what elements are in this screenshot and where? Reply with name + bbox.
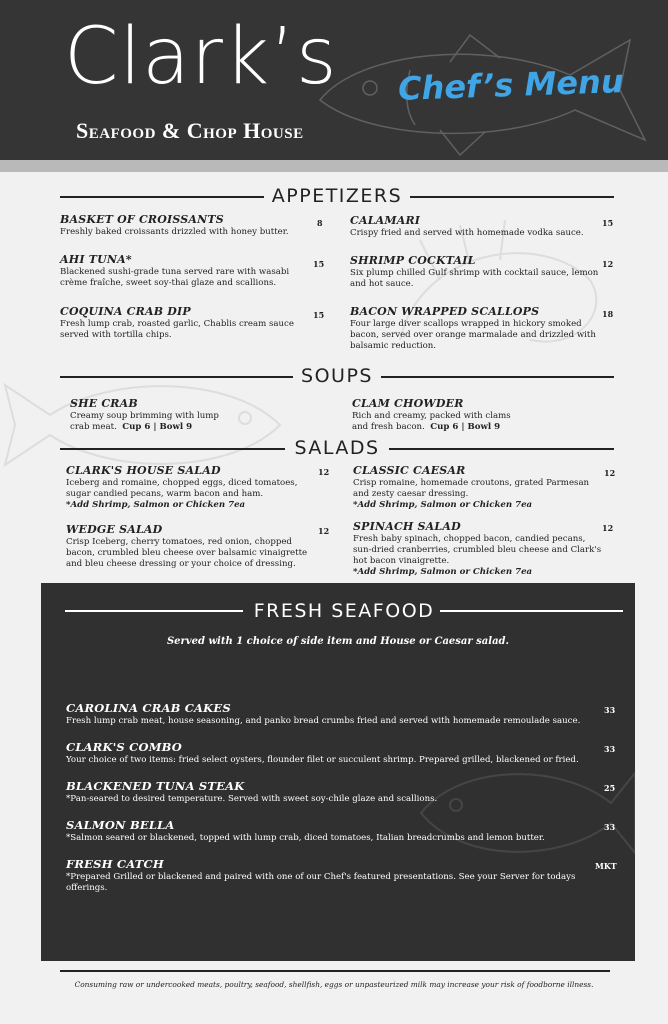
item-price: 33 bbox=[604, 744, 616, 754]
item-sizes: Cup 6 | Bowl 9 bbox=[122, 422, 193, 432]
item-price: 15 bbox=[313, 259, 325, 269]
appetizers-heading bbox=[60, 186, 614, 206]
menu-item bbox=[60, 305, 310, 341]
item-description: Crispy fried and served with homemade vodka sauce. bbox=[350, 228, 584, 238]
menu-item bbox=[60, 213, 310, 238]
item-price: 15 bbox=[313, 310, 325, 320]
menu-item bbox=[350, 254, 600, 290]
seafood-item bbox=[66, 779, 586, 805]
item-price: 12 bbox=[318, 526, 330, 536]
item-price: 33 bbox=[604, 705, 616, 715]
item-description: Freshly baked croissants drizzled with honey butter. bbox=[60, 227, 289, 237]
item-price: 33 bbox=[604, 822, 616, 832]
item-name: CLARK'S HOUSE SALAD bbox=[66, 464, 221, 477]
item-price: 12 bbox=[602, 523, 614, 533]
item-name: AHI TUNA* bbox=[60, 253, 132, 266]
soup-item bbox=[352, 397, 602, 433]
item-price: 15 bbox=[602, 218, 614, 228]
item-description: Iceberg and romaine, chopped eggs, diced tomatoes, sugar candied pecans, warm bacon and ham. bbox=[66, 478, 298, 499]
item-addon: *Add Shrimp, Salmon or Chicken 7ea bbox=[353, 567, 533, 577]
soups-title: SOUPS bbox=[293, 365, 381, 387]
item-description: Fresh lump crab meat, house seasoning, and panko bread crumbs fried and served with homemade remoulade sauce. bbox=[66, 716, 581, 726]
fresh-seafood-heading bbox=[65, 599, 623, 623]
item-addon: *Add Shrimp, Salmon or Chicken 7ea bbox=[66, 500, 246, 510]
menu-item bbox=[66, 523, 316, 570]
item-name: FRESH CATCH bbox=[66, 857, 164, 871]
item-description: Crisp Iceberg, cherry tomatoes, red onion, chopped bacon, crumbled bleu cheese over balsamic vinaigrette and bleu cheese dressing or your choice of dressing. bbox=[66, 537, 308, 569]
item-sizes: Cup 6 | Bowl 9 bbox=[430, 422, 501, 432]
item-name: CLASSIC CAESAR bbox=[353, 464, 466, 477]
logo-subtitle: Seafood & Chop House bbox=[76, 118, 304, 143]
item-description: Blackened sushi-grade tuna served rare with wasabi crème fraîche, sweet soy-thai glaze and scallions. bbox=[60, 267, 290, 288]
soups-heading bbox=[60, 366, 614, 386]
item-price: 12 bbox=[604, 468, 616, 478]
fresh-seafood-panel bbox=[41, 583, 635, 961]
salads-title: SALADS bbox=[286, 437, 387, 459]
item-name: WEDGE SALAD bbox=[66, 523, 163, 536]
item-description: Six plump chilled Gulf shrimp with cocktail sauce, lemon and hot sauce. bbox=[350, 268, 599, 289]
item-description: Rich and creamy, packed with clams bbox=[352, 411, 511, 421]
item-price: 18 bbox=[602, 309, 614, 319]
item-name: BASKET OF CROISSANTS bbox=[60, 213, 224, 226]
item-name: SHE CRAB bbox=[70, 397, 138, 410]
item-price: 8 bbox=[317, 218, 323, 228]
item-description-end: and fresh bacon. bbox=[352, 422, 425, 432]
item-description: *Prepared Grilled or blackened and paired with one of our Chef's featured presentations. See your Server for todays offerings. bbox=[66, 872, 576, 893]
item-description: Fresh baby spinach, chopped bacon, candied pecans, sun-dried cranberries, crumbled bleu cheese and Clark's hot bacon vinaigrette. bbox=[353, 534, 602, 566]
seafood-item bbox=[66, 857, 586, 894]
menu-item bbox=[66, 464, 311, 511]
seafood-item bbox=[66, 740, 586, 766]
chefs-menu-label: Chef’s Menu bbox=[397, 62, 625, 108]
item-description: *Pan-seared to desired temperature. Served with sweet soy-chile glaze and scallions. bbox=[66, 794, 438, 804]
item-name: CALAMARI bbox=[350, 214, 421, 227]
item-description: Fresh lump crab, roasted garlic, Chablis cream sauce served with tortilla chips. bbox=[60, 319, 294, 340]
menu-item bbox=[350, 305, 600, 352]
menu-header bbox=[0, 0, 668, 160]
item-description: Creamy soup brimming with lump bbox=[70, 411, 219, 421]
appetizers-title: APPETIZERS bbox=[264, 185, 410, 207]
menu-item bbox=[353, 464, 603, 511]
salads-heading bbox=[60, 438, 614, 458]
menu-item bbox=[350, 214, 600, 239]
menu-item bbox=[60, 253, 310, 289]
item-price: 12 bbox=[318, 467, 330, 477]
item-name: SHRIMP COCKTAIL bbox=[350, 254, 476, 267]
soup-item bbox=[70, 397, 320, 433]
menu-item bbox=[353, 520, 603, 578]
item-name: BACON WRAPPED SCALLOPS bbox=[350, 305, 540, 318]
item-price: 25 bbox=[604, 783, 616, 793]
item-name: CLARK'S COMBO bbox=[66, 740, 182, 754]
footer-rule bbox=[60, 970, 610, 972]
item-price: 12 bbox=[602, 259, 614, 269]
item-price: MKT bbox=[595, 861, 617, 871]
item-name: BLACKENED TUNA STEAK bbox=[66, 779, 245, 793]
item-description: Your choice of two items: fried select oysters, flounder filet or succulent shrimp. Prepared grilled, blackened or fried. bbox=[66, 755, 579, 765]
item-description-end: crab meat. bbox=[70, 422, 117, 432]
seafood-item bbox=[66, 701, 586, 727]
item-name: CAROLINA CRAB CAKES bbox=[66, 701, 231, 715]
foodborne-illness-disclaimer: Consuming raw or undercooked meats, poultry, seafood, shellfish, eggs or unpasteurized milk may increase your risk of foodborne illness. bbox=[74, 980, 594, 989]
served-with-note: Served with 1 choice of side item and House or Caesar salad. bbox=[166, 636, 510, 647]
item-description: Four large diver scallops wrapped in hickory smoked bacon, served over orange marmalade and drizzled with balsamic reduction. bbox=[350, 319, 596, 351]
item-description: *Salmon seared or blackened, topped with lump crab, diced tomatoes, Italian breadcrumbs and lemon butter. bbox=[66, 833, 545, 843]
item-description: Crisp romaine, homemade croutons, grated Parmesan and zesty caesar dressing. bbox=[353, 478, 590, 499]
fresh-seafood-title: FRESH SEAFOOD bbox=[253, 600, 435, 622]
seafood-item bbox=[66, 818, 586, 844]
item-name: SPINACH SALAD bbox=[353, 520, 461, 533]
item-name: COQUINA CRAB DIP bbox=[60, 305, 191, 318]
logo-title: Clark’s bbox=[64, 12, 338, 102]
item-name: CLAM CHOWDER bbox=[352, 397, 464, 410]
item-addon: *Add Shrimp, Salmon or Chicken 7ea bbox=[353, 500, 533, 510]
header-band bbox=[0, 160, 668, 172]
item-name: SALMON BELLA bbox=[66, 818, 175, 832]
